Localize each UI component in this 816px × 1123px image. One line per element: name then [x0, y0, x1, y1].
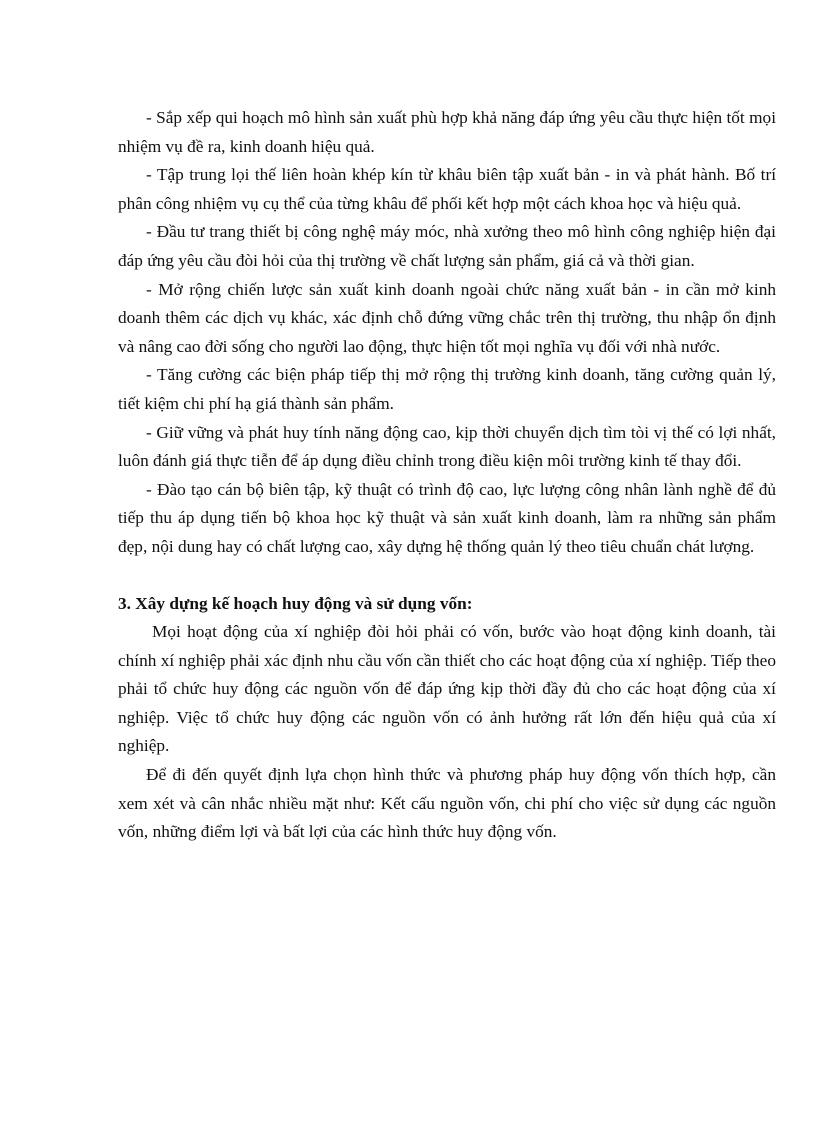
section-heading: 3. Xây dựng kế hoạch huy động và sử dụng vốn:: [118, 593, 473, 613]
section-paragraph: Để đi đến quyết định lựa chọn hình thức và phương pháp huy động vốn thích hợp, cần xem xét và cân nhắc nhiều mặt như: Kết cấu nguồn vốn, chi phí cho việc sử dụng các nguồn vốn, những điểm lợi và bất lợi của các hình thức huy động vốn.: [118, 765, 776, 842]
bullet-paragraph: - Giữ vững và phát huy tính năng động cao, kịp thời chuyển dịch tìm tòi vị thế có lợi nhất, luôn đánh giá thực tiễn để áp dụng điều chỉnh trong điều kiện môi trường kinh tế thay đổi.: [118, 422, 776, 471]
bullet-paragraph: - Mở rộng chiến lược sản xuất kinh doanh ngoài chức năng xuất bản - in cần mở kinh doanh thêm các dịch vụ khác, xác định chỗ đứng vững chắc trên thị trường, thu nhập ổn định và nâng cao đời sống cho người lao động, thực hiện tốt mọi nghĩa vụ đối với nhà nước.: [118, 279, 776, 356]
document-body: [118, 104, 776, 847]
bullet-paragraph: - Đào tạo cán bộ biên tập, kỹ thuật có trình độ cao, lực lượng công nhân lành nghề để đủ tiếp thu áp dụng tiến bộ khoa học kỹ thuật và sản xuất kinh doanh, làm ra những sản phẩm đẹp, nội dung hay có chất lượng cao, xây dựng hệ thống quản lý theo tiêu chuẩn chát lượng.: [118, 479, 776, 556]
bullet-paragraph: - Tập trung lọi thế liên hoàn khép kín từ khâu biên tập xuất bản - in và phát hành. Bố trí phân công nhiệm vụ cụ thể của từng khâu để phối kết hợp một cách khoa học và hiệu quả.: [118, 165, 776, 213]
bullet-paragraph: - Tăng cường các biện pháp tiếp thị mở rộng thị trường kinh doanh, tăng cường quản lý, tiết kiệm chi phí hạ giá thành sản phẩm.: [118, 365, 776, 413]
section-paragraph: Mọi hoạt động của xí nghiệp đòi hỏi phải có vốn, bước vào hoạt động kinh doanh, tài chính xí nghiệp phải xác định nhu cầu vốn cần thiết cho các hoạt động của xí nghiệp. Tiếp theo phải tổ chức huy động các nguồn vốn để đáp ứng kịp thời đầy đủ cho các hoạt động của xí nghiệp. Việc tổ chức huy động các nguồn vốn có ảnh hưởng rất lớn đến hiệu quả của xí nghiệp.: [118, 622, 776, 756]
bullet-paragraph: - Đầu tư trang thiết bị công nghệ máy móc, nhà xưởng theo mô hình công nghiệp hiện đại đáp ứng yêu cầu đòi hỏi của thị trường về chất lượng sản phẩm, giá cả và thời gian.: [118, 222, 776, 270]
bullet-paragraph: - Sắp xếp qui hoạch mô hình sản xuất phù hợp khả năng đáp ứng yêu cầu thực hiện tốt mọi nhiệm vụ đề ra, kinh doanh hiệu quả.: [118, 108, 776, 156]
